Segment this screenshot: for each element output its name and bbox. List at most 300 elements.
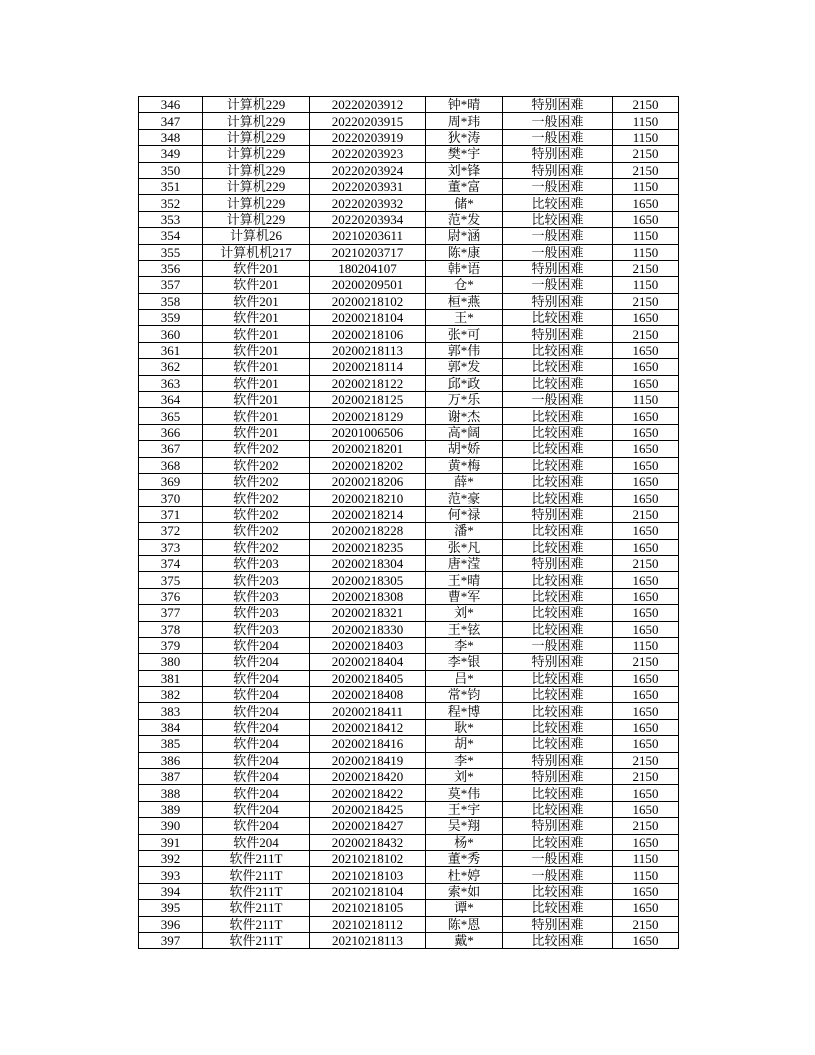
name-cell: 谭*	[426, 900, 503, 916]
row-index-cell: 362	[139, 359, 203, 375]
table-row	[139, 834, 679, 850]
name-cell: 高*阔	[426, 424, 503, 440]
amount-cell: 1150	[613, 178, 679, 194]
name-cell: 周*玮	[426, 113, 503, 129]
amount-cell: 1650	[613, 588, 679, 604]
student-id-cell: 20200218420	[310, 769, 426, 785]
name-cell: 李*银	[426, 654, 503, 670]
row-index-cell: 388	[139, 785, 203, 801]
name-cell: 戴*	[426, 932, 503, 948]
amount-cell: 1650	[613, 375, 679, 391]
student-id-cell: 20200218405	[310, 670, 426, 686]
difficulty-level-cell: 特别困难	[503, 818, 613, 834]
row-index-cell: 352	[139, 195, 203, 211]
row-index-cell: 364	[139, 392, 203, 408]
class-cell: 软件203	[203, 621, 310, 637]
difficulty-level-cell: 一般困难	[503, 113, 613, 129]
table-row	[139, 736, 679, 752]
student-id-cell: 20200218419	[310, 752, 426, 768]
row-index-cell: 396	[139, 916, 203, 932]
name-cell: 刘*	[426, 769, 503, 785]
row-index-cell: 351	[139, 178, 203, 194]
name-cell: 耿*	[426, 719, 503, 735]
amount-cell: 1650	[613, 523, 679, 539]
class-cell: 计算机229	[203, 195, 310, 211]
student-id-cell: 20220203924	[310, 162, 426, 178]
amount-cell: 1650	[613, 310, 679, 326]
class-cell: 软件211T	[203, 850, 310, 866]
table-row	[139, 818, 679, 834]
student-id-cell: 20200218202	[310, 457, 426, 473]
row-index-cell: 387	[139, 769, 203, 785]
amount-cell: 1150	[613, 392, 679, 408]
difficulty-level-cell: 一般困难	[503, 129, 613, 145]
name-cell: 李*	[426, 752, 503, 768]
difficulty-level-cell: 特别困难	[503, 916, 613, 932]
amount-cell: 2150	[613, 818, 679, 834]
row-index-cell: 366	[139, 424, 203, 440]
amount-cell: 1150	[613, 867, 679, 883]
class-cell: 软件202	[203, 457, 310, 473]
name-cell: 邱*政	[426, 375, 503, 391]
amount-cell: 2150	[613, 916, 679, 932]
table-row	[139, 703, 679, 719]
difficulty-level-cell: 比较困难	[503, 883, 613, 899]
student-id-cell: 20210218113	[310, 932, 426, 948]
row-index-cell: 354	[139, 228, 203, 244]
class-cell: 软件211T	[203, 932, 310, 948]
row-index-cell: 349	[139, 146, 203, 162]
table-row	[139, 621, 679, 637]
amount-cell: 1650	[613, 883, 679, 899]
table-row	[139, 146, 679, 162]
student-id-cell: 20200218432	[310, 834, 426, 850]
table-row	[139, 654, 679, 670]
name-cell: 范*发	[426, 211, 503, 227]
amount-cell: 1650	[613, 834, 679, 850]
table-row	[139, 605, 679, 621]
name-cell: 陈*康	[426, 244, 503, 260]
student-id-cell: 20200218304	[310, 555, 426, 571]
amount-cell: 1650	[613, 687, 679, 703]
table-row	[139, 293, 679, 309]
class-cell: 软件201	[203, 408, 310, 424]
name-cell: 刘*	[426, 605, 503, 621]
table-row	[139, 441, 679, 457]
student-id-cell: 20200218403	[310, 637, 426, 653]
amount-cell: 2150	[613, 654, 679, 670]
table-row	[139, 670, 679, 686]
student-id-cell: 20200218106	[310, 326, 426, 342]
row-index-cell: 358	[139, 293, 203, 309]
difficulty-level-cell: 比较困难	[503, 785, 613, 801]
table-row	[139, 424, 679, 440]
class-cell: 软件211T	[203, 900, 310, 916]
class-cell: 软件204	[203, 719, 310, 735]
difficulty-level-cell: 比较困难	[503, 703, 613, 719]
class-cell: 软件201	[203, 277, 310, 293]
row-index-cell: 377	[139, 605, 203, 621]
difficulty-level-cell: 比较困难	[503, 572, 613, 588]
row-index-cell: 374	[139, 555, 203, 571]
row-index-cell: 389	[139, 801, 203, 817]
name-cell: 吕*	[426, 670, 503, 686]
class-cell: 软件202	[203, 539, 310, 555]
class-cell: 软件211T	[203, 916, 310, 932]
table-row	[139, 457, 679, 473]
class-cell: 软件201	[203, 326, 310, 342]
class-cell: 计算机229	[203, 211, 310, 227]
class-cell: 软件204	[203, 834, 310, 850]
difficulty-level-cell: 特别困难	[503, 260, 613, 276]
table-row	[139, 326, 679, 342]
name-cell: 程*博	[426, 703, 503, 719]
name-cell: 杨*	[426, 834, 503, 850]
difficulty-level-cell: 特别困难	[503, 326, 613, 342]
difficulty-level-cell: 比较困难	[503, 801, 613, 817]
student-id-cell: 20220203912	[310, 97, 426, 113]
difficulty-level-cell: 一般困难	[503, 850, 613, 866]
amount-cell: 1650	[613, 932, 679, 948]
amount-cell: 2150	[613, 260, 679, 276]
row-index-cell: 355	[139, 244, 203, 260]
row-index-cell: 359	[139, 310, 203, 326]
row-index-cell: 365	[139, 408, 203, 424]
student-id-cell: 20210203611	[310, 228, 426, 244]
student-id-cell: 20200218235	[310, 539, 426, 555]
row-index-cell: 361	[139, 342, 203, 358]
row-index-cell: 395	[139, 900, 203, 916]
row-index-cell: 376	[139, 588, 203, 604]
table-row	[139, 260, 679, 276]
class-cell: 软件202	[203, 523, 310, 539]
difficulty-level-cell: 特别困难	[503, 769, 613, 785]
student-id-cell: 20200218411	[310, 703, 426, 719]
table-row	[139, 572, 679, 588]
row-index-cell: 386	[139, 752, 203, 768]
class-cell: 软件211T	[203, 867, 310, 883]
row-index-cell: 390	[139, 818, 203, 834]
name-cell: 万*乐	[426, 392, 503, 408]
row-index-cell: 356	[139, 260, 203, 276]
student-id-cell: 20220203915	[310, 113, 426, 129]
difficulty-level-cell: 比较困难	[503, 457, 613, 473]
amount-cell: 1650	[613, 211, 679, 227]
difficulty-level-cell: 一般困难	[503, 867, 613, 883]
row-index-cell: 353	[139, 211, 203, 227]
difficulty-level-cell: 比较困难	[503, 523, 613, 539]
row-index-cell: 378	[139, 621, 203, 637]
amount-cell: 1650	[613, 490, 679, 506]
class-cell: 软件203	[203, 555, 310, 571]
row-index-cell: 392	[139, 850, 203, 866]
amount-cell: 1650	[613, 473, 679, 489]
student-id-cell: 20210218105	[310, 900, 426, 916]
student-id-cell: 20210203717	[310, 244, 426, 260]
amount-cell: 2150	[613, 326, 679, 342]
row-index-cell: 397	[139, 932, 203, 948]
student-id-cell: 20200218214	[310, 506, 426, 522]
name-cell: 董*富	[426, 178, 503, 194]
amount-cell: 1150	[613, 244, 679, 260]
row-index-cell: 385	[139, 736, 203, 752]
table-row	[139, 228, 679, 244]
difficulty-level-cell: 比较困难	[503, 195, 613, 211]
student-id-cell: 20200218308	[310, 588, 426, 604]
student-id-cell: 20210218104	[310, 883, 426, 899]
difficulty-level-cell: 特别困难	[503, 97, 613, 113]
table-body	[139, 97, 679, 949]
difficulty-level-cell: 特别困难	[503, 146, 613, 162]
student-id-cell: 20200218305	[310, 572, 426, 588]
table-row	[139, 867, 679, 883]
table-row	[139, 408, 679, 424]
student-id-cell: 20200218206	[310, 473, 426, 489]
class-cell: 软件204	[203, 801, 310, 817]
student-id-cell: 20220203931	[310, 178, 426, 194]
class-cell: 计算机229	[203, 97, 310, 113]
amount-cell: 1650	[613, 408, 679, 424]
difficulty-level-cell: 比较困难	[503, 670, 613, 686]
name-cell: 黄*梅	[426, 457, 503, 473]
class-cell: 软件204	[203, 654, 310, 670]
amount-cell: 1650	[613, 424, 679, 440]
row-index-cell: 375	[139, 572, 203, 588]
table-row	[139, 769, 679, 785]
student-id-cell: 20200218404	[310, 654, 426, 670]
row-index-cell: 348	[139, 129, 203, 145]
student-id-cell: 20200218422	[310, 785, 426, 801]
table-row	[139, 539, 679, 555]
name-cell: 索*如	[426, 883, 503, 899]
student-id-cell: 20200218412	[310, 719, 426, 735]
student-id-cell: 20210218103	[310, 867, 426, 883]
amount-cell: 2150	[613, 752, 679, 768]
name-cell: 常*钧	[426, 687, 503, 703]
row-index-cell: 363	[139, 375, 203, 391]
student-id-cell: 20220203919	[310, 129, 426, 145]
amount-cell: 2150	[613, 555, 679, 571]
table-row	[139, 801, 679, 817]
student-id-cell: 20200218330	[310, 621, 426, 637]
difficulty-level-cell: 一般困难	[503, 244, 613, 260]
amount-cell: 2150	[613, 162, 679, 178]
student-id-cell: 20200218408	[310, 687, 426, 703]
difficulty-level-cell: 特别困难	[503, 506, 613, 522]
student-id-cell: 20200209501	[310, 277, 426, 293]
row-index-cell: 382	[139, 687, 203, 703]
amount-cell: 1650	[613, 785, 679, 801]
class-cell: 软件204	[203, 703, 310, 719]
table-row	[139, 850, 679, 866]
name-cell: 潘*	[426, 523, 503, 539]
student-id-cell: 20200218425	[310, 801, 426, 817]
name-cell: 薛*	[426, 473, 503, 489]
class-cell: 软件201	[203, 342, 310, 358]
student-id-cell: 20200218228	[310, 523, 426, 539]
name-cell: 董*秀	[426, 850, 503, 866]
class-cell: 软件204	[203, 785, 310, 801]
name-cell: 狄*涛	[426, 129, 503, 145]
table-row	[139, 490, 679, 506]
name-cell: 储*	[426, 195, 503, 211]
table-row	[139, 342, 679, 358]
name-cell: 张*可	[426, 326, 503, 342]
student-id-cell: 20200218102	[310, 293, 426, 309]
difficulty-level-cell: 比较困难	[503, 719, 613, 735]
name-cell: 吴*翔	[426, 818, 503, 834]
student-id-cell: 20220203934	[310, 211, 426, 227]
class-cell: 软件202	[203, 441, 310, 457]
table-row	[139, 277, 679, 293]
class-cell: 软件202	[203, 490, 310, 506]
table-row	[139, 473, 679, 489]
amount-cell: 1650	[613, 621, 679, 637]
difficulty-level-cell: 比较困难	[503, 441, 613, 457]
difficulty-level-cell: 比较困难	[503, 588, 613, 604]
name-cell: 唐*滢	[426, 555, 503, 571]
row-index-cell: 379	[139, 637, 203, 653]
class-cell: 软件201	[203, 392, 310, 408]
name-cell: 钟*晴	[426, 97, 503, 113]
class-cell: 软件202	[203, 473, 310, 489]
difficulty-level-cell: 一般困难	[503, 637, 613, 653]
difficulty-level-cell: 比较困难	[503, 211, 613, 227]
row-index-cell: 380	[139, 654, 203, 670]
amount-cell: 2150	[613, 506, 679, 522]
difficulty-level-cell: 比较困难	[503, 490, 613, 506]
class-cell: 软件204	[203, 769, 310, 785]
student-id-cell: 20200218210	[310, 490, 426, 506]
class-cell: 计算机229	[203, 113, 310, 129]
class-cell: 软件203	[203, 605, 310, 621]
student-id-cell: 20200218201	[310, 441, 426, 457]
difficulty-level-cell: 比较困难	[503, 424, 613, 440]
amount-cell: 2150	[613, 293, 679, 309]
name-cell: 王*铉	[426, 621, 503, 637]
amount-cell: 1650	[613, 605, 679, 621]
amount-cell: 1650	[613, 359, 679, 375]
amount-cell: 1650	[613, 703, 679, 719]
student-id-cell: 20220203923	[310, 146, 426, 162]
student-id-cell: 20200218113	[310, 342, 426, 358]
student-id-cell: 20220203932	[310, 195, 426, 211]
difficulty-level-cell: 比较困难	[503, 932, 613, 948]
name-cell: 郭*伟	[426, 342, 503, 358]
row-index-cell: 370	[139, 490, 203, 506]
table-row	[139, 97, 679, 113]
amount-cell: 1650	[613, 342, 679, 358]
row-index-cell: 347	[139, 113, 203, 129]
table-row	[139, 637, 679, 653]
table-row	[139, 310, 679, 326]
row-index-cell: 357	[139, 277, 203, 293]
difficulty-level-cell: 特别困难	[503, 293, 613, 309]
student-id-cell: 20200218427	[310, 818, 426, 834]
amount-cell: 1150	[613, 228, 679, 244]
name-cell: 仓*	[426, 277, 503, 293]
difficulty-level-cell: 比较困难	[503, 408, 613, 424]
name-cell: 李*	[426, 637, 503, 653]
table-row	[139, 752, 679, 768]
class-cell: 计算机229	[203, 162, 310, 178]
amount-cell: 1150	[613, 129, 679, 145]
difficulty-level-cell: 比较困难	[503, 736, 613, 752]
amount-cell: 2150	[613, 97, 679, 113]
student-id-cell: 20210218112	[310, 916, 426, 932]
row-index-cell: 381	[139, 670, 203, 686]
student-id-cell: 20200218125	[310, 392, 426, 408]
amount-cell: 2150	[613, 146, 679, 162]
difficulty-level-cell: 比较困难	[503, 621, 613, 637]
difficulty-level-cell: 比较困难	[503, 687, 613, 703]
class-cell: 计算机229	[203, 146, 310, 162]
table-row	[139, 900, 679, 916]
name-cell: 郭*发	[426, 359, 503, 375]
difficulty-level-cell: 特别困难	[503, 555, 613, 571]
difficulty-level-cell: 特别困难	[503, 752, 613, 768]
class-cell: 软件204	[203, 818, 310, 834]
amount-cell: 1650	[613, 670, 679, 686]
difficulty-level-cell: 一般困难	[503, 228, 613, 244]
difficulty-level-cell: 比较困难	[503, 473, 613, 489]
name-cell: 尉*涵	[426, 228, 503, 244]
table-row	[139, 932, 679, 948]
name-cell: 胡*娇	[426, 441, 503, 457]
class-cell: 计算机26	[203, 228, 310, 244]
table-row	[139, 523, 679, 539]
table-row	[139, 506, 679, 522]
class-cell: 软件201	[203, 375, 310, 391]
amount-cell: 2150	[613, 769, 679, 785]
difficulty-level-cell: 一般困难	[503, 277, 613, 293]
table-row	[139, 113, 679, 129]
name-cell: 杜*婷	[426, 867, 503, 883]
table-row	[139, 916, 679, 932]
name-cell: 王*	[426, 310, 503, 326]
row-index-cell: 360	[139, 326, 203, 342]
class-cell: 软件204	[203, 637, 310, 653]
name-cell: 莫*伟	[426, 785, 503, 801]
student-id-cell: 180204107	[310, 260, 426, 276]
class-cell: 软件203	[203, 572, 310, 588]
class-cell: 软件201	[203, 359, 310, 375]
difficulty-level-cell: 特别困难	[503, 162, 613, 178]
name-cell: 谢*杰	[426, 408, 503, 424]
table-row	[139, 375, 679, 391]
table-row	[139, 129, 679, 145]
table-row	[139, 244, 679, 260]
class-cell: 软件204	[203, 736, 310, 752]
table-row	[139, 883, 679, 899]
difficulty-level-cell: 比较困难	[503, 375, 613, 391]
class-cell: 软件204	[203, 752, 310, 768]
name-cell: 张*凡	[426, 539, 503, 555]
row-index-cell: 369	[139, 473, 203, 489]
difficulty-level-cell: 比较困难	[503, 605, 613, 621]
row-index-cell: 367	[139, 441, 203, 457]
name-cell: 陈*恩	[426, 916, 503, 932]
name-cell: 胡*	[426, 736, 503, 752]
difficulty-level-cell: 比较困难	[503, 310, 613, 326]
row-index-cell: 391	[139, 834, 203, 850]
amount-cell: 1650	[613, 195, 679, 211]
table-row	[139, 178, 679, 194]
amount-cell: 1650	[613, 719, 679, 735]
data-table	[138, 96, 679, 949]
difficulty-level-cell: 一般困难	[503, 392, 613, 408]
student-id-cell: 20200218114	[310, 359, 426, 375]
